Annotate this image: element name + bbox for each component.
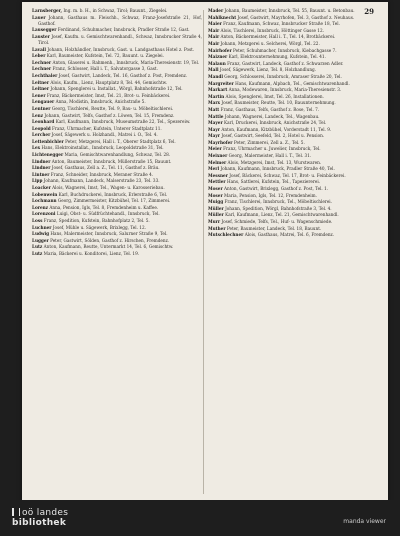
entry-name: Mettler: [208, 179, 226, 185]
entry-text: Franz, Gastwirt, Landeck, Gasthof z. Schwarzen Adler.: [227, 60, 344, 66]
entry-name: Moser: [208, 186, 223, 192]
entry-text: Johann, Kaufmann, Landeck, Malserstraße 23, Tel. 33.: [43, 178, 160, 184]
entry-text: Johann, Gastwirt, Telfs, Gasthof z. Löwen, Tel. 15, Fremdenz.: [44, 112, 175, 118]
entry-name: Maizner: [208, 54, 228, 60]
directory-entry: [208, 219, 378, 225]
entry-name: Mutschlechner: [208, 232, 244, 238]
entry-name: Lex: [32, 145, 41, 151]
entry-text: Karl, Baumeister, Kufstein, Tel. 72, Bauunt. u. Ziegelei.: [46, 53, 164, 59]
entry-name: Lechthaler: [32, 72, 58, 78]
entry-text: Josef, Bäckerei, Schwaz, Tel. 17, Brot- u. Feinbäckerei.: [229, 172, 346, 178]
entry-name: Merl: [208, 166, 220, 172]
directory-entry: [208, 74, 378, 80]
entry-name: Leitner: [32, 79, 50, 85]
directory-entry: [208, 179, 378, 185]
entry-name: Muigg: [208, 199, 224, 205]
directory-entry: [32, 178, 202, 184]
entry-text: Maria, Bäckerei u. Konditorei, Lienz, Tel. 19.: [43, 250, 140, 256]
entry-text: Anton, Kaufmann, Kitzbühel, Vorderstadt 11, Tel. 9.: [221, 126, 332, 132]
directory-entry: [32, 251, 202, 257]
entry-text: Peter, Metzgerei, Hall i. T., Oberer Stadtplatz 6, Tel.: [65, 138, 176, 144]
entry-name: Leopold: [32, 125, 51, 131]
directory-entry: [208, 173, 378, 179]
directory-entry: [208, 54, 378, 60]
entry-text: Johann, Baumeister, Innsbruck, Tel. 55, Bauunt. u. Betonbau.: [224, 8, 355, 13]
directory-entry: [32, 185, 202, 191]
directory-entry: [208, 87, 378, 93]
entry-text: Josef, Kaufm. u. Gemischtwarenhandl., Schwaz, Innsbrucker Straße 4, Tirol.: [38, 33, 202, 45]
directory-entry: [208, 206, 378, 212]
directory-entry: [208, 133, 378, 139]
entry-name: Lausegger: [32, 27, 57, 33]
entry-text: Johann, Kaufmann, Innsbruck, Pradler Straße 40, Tel.: [220, 166, 335, 172]
entry-name: Mader: [208, 8, 224, 13]
entry-name: Mattle: [208, 113, 224, 119]
entry-name: Loss: [32, 218, 43, 223]
directory-entry: [32, 205, 202, 211]
entry-text: Anna, Modewaren, Innsbruck, Maria-Theresienstr. 3.: [228, 87, 342, 93]
directory-entry: [208, 15, 378, 21]
entry-text: Luigi, Obst- u. Südfrüchtehandl., Innsbruck, Tel.: [56, 211, 160, 217]
directory-entry: [32, 152, 202, 158]
entry-text: Maria, Gemischtwarenhandlung, Schwaz, Tel. 28.: [64, 152, 171, 158]
entry-name: Maier: [208, 21, 222, 27]
directory-entry: [32, 132, 202, 138]
entry-text: Georg, Zimmermeister, Kitzbühel, Tel. 17, Zimmerei.: [57, 198, 171, 204]
directory-entry: [32, 165, 202, 171]
entry-name: Lutz: [32, 244, 43, 250]
directory-entry: [208, 199, 378, 205]
entry-text: Hans, Kaufmann, Alpbach, Tel., Gemischtwarenhandl.: [235, 80, 350, 86]
directory-entry: [32, 113, 202, 119]
entry-name: Mayr: [208, 133, 220, 139]
entry-name: Messner: [208, 172, 228, 178]
entry-text: Josef, Mühle u. Sägewerk, Brixlegg, Tel. 12.: [52, 224, 146, 230]
directory-entry: [208, 67, 378, 73]
entry-text: Alois, Kaufm., Lienz, Hauptplatz 8, Tel. 44, Gemischtw.: [50, 79, 168, 85]
directory-entry: [32, 15, 202, 27]
directory-entry: [32, 27, 202, 33]
right-column: [208, 8, 378, 496]
viewer-label: manda viewer: [343, 518, 386, 525]
entry-text: Josef, Gastwirt, Landeck, Tel. 16, Gasthof z. Post, Fremdenz.: [58, 72, 188, 78]
entry-text: Anton, Kaufmann, Reutte, Untermarkt 14, Tel. 6, Gemischtw.: [43, 244, 174, 250]
directory-entry: [208, 114, 378, 120]
entry-name: Lintner: [32, 171, 50, 177]
entry-name: Lentner: [32, 105, 51, 111]
entry-name: Matt: [208, 106, 220, 112]
directory-entry: [32, 231, 202, 237]
entry-name: Mair: [208, 40, 220, 46]
entry-text: Alois, Metzgerei, Imst, Tel. 13, Wurstwaren.: [227, 159, 322, 165]
entry-text: Franz, Bäckermeister, Imst, Tel. 21, Brot- u. Feinbäckerei.: [46, 92, 171, 98]
logo-line2: bibliothek: [12, 518, 67, 528]
entry-text: Josef, Gastwirt, Mayrhofen, Tel. 3, Gasthof z. Neuhaus.: [237, 14, 355, 20]
directory-entry: [32, 66, 202, 72]
directory-entry: [208, 28, 378, 34]
entry-name: Leonhard: [32, 119, 55, 125]
entry-text: Josef, Gastwirt, Seefeld, Tel. 2, Hotel u. Pension.: [221, 133, 325, 139]
entry-text: Maria, Pension, Igls, Tel. 12, Fremdenheim.: [224, 192, 317, 198]
directory-entry: [32, 53, 202, 59]
entry-name: Lichtenegger: [32, 152, 64, 158]
entry-name: Mair: [208, 27, 220, 33]
directory-entry: [32, 244, 202, 250]
entry-name: Lorenzoni: [32, 211, 56, 217]
library-logo[interactable]: [12, 508, 68, 528]
entry-text: Anna, Pension, Igls, Tel. 8, Fremdenheim u. Kaffee.: [49, 204, 159, 210]
directory-entry: [32, 106, 202, 112]
entry-name: Lobenwein: [32, 191, 58, 197]
entry-text: Franz, Schlosser, Hall i. T., Salvatorgasse 3, Gast.: [52, 66, 158, 72]
entry-name: Mayr: [208, 126, 220, 132]
left-column: [32, 8, 202, 496]
directory-entry: [32, 8, 202, 14]
directory-entry: [208, 34, 378, 40]
column-divider: [203, 10, 204, 494]
entry-name: Lindner: [32, 165, 51, 171]
directory-entry: [32, 198, 202, 204]
logo-line1: oö landes: [22, 508, 69, 518]
entry-name: Mall: [208, 67, 219, 73]
entry-text: Johann, Wagnerei, Landeck, Tel., Wagenbau.: [224, 113, 320, 119]
entry-text: Franz, Tischlerei, Innsbruck, Tel., Möbeltischlerei.: [224, 199, 332, 205]
entry-text: Johann, Spedition, Wörgl, Bahnhofstraße 3, Tel. 4.: [225, 205, 332, 211]
directory-entry: [32, 159, 202, 165]
entry-name: Margreiter: [208, 80, 234, 86]
directory-entry: [208, 153, 378, 159]
directory-entry: [208, 8, 378, 14]
directory-entry: [208, 232, 378, 238]
directory-entry: [208, 146, 378, 152]
directory-entry: [32, 218, 202, 224]
entry-text: Johann, Metzgerei u. Selcherei, Wörgl, Tel. 22.: [220, 40, 320, 46]
entry-name: Mandl: [208, 73, 223, 79]
entry-text: Karl, Druckerei, Innsbruck, Anichstraße 24, Tel.: [224, 120, 327, 126]
entry-text: Georg, Schlosserei, Innsbruck, Amraser Straße 20, Tel.: [224, 73, 342, 79]
entry-name: Meixner: [208, 153, 228, 159]
entry-name: Leber: [32, 53, 46, 59]
directory-entry: [208, 61, 378, 67]
directory-entry: [208, 186, 378, 192]
entry-text: Ferdinand, Schuhmacher, Innsbruck, Pradler Straße 12, Gast.: [57, 27, 190, 33]
directory-entry: [32, 99, 202, 105]
directory-entry: [208, 127, 378, 133]
entry-name: Marx: [208, 100, 221, 106]
entry-name: Meier: [208, 146, 222, 152]
entry-text: Franz, Gasthaus, Telfs, Gasthof z. Rose, Tel. 7.: [220, 106, 320, 112]
entry-text: Peter, Baumeister, Landeck, Tel. 18, Bauunt.: [226, 225, 322, 231]
directory-entry: [32, 73, 202, 79]
entry-text: Anna, Modistin, Innsbruck, Anichstraße 5.: [55, 99, 146, 105]
directory-entry: [208, 193, 378, 199]
entry-name: Lavall: [32, 46, 46, 52]
entry-text: Franz, Kaufmann, Schwaz, Innsbrucker Straße 18, Tel.: [223, 21, 340, 27]
directory-entry: [208, 140, 378, 146]
directory-entry: [32, 60, 202, 66]
entry-text: Hans, Malermeister, Innsbruck, Salurner Straße 9, Tel.: [50, 231, 168, 237]
directory-entry: [208, 94, 378, 100]
entry-text: Franz, Uhrmacher u. Juwelier, Innsbruck, Tel.: [223, 146, 321, 152]
entry-name: Lorenz: [32, 204, 49, 210]
entry-name: Müller: [208, 205, 224, 211]
entry-name: Lutz: [32, 250, 43, 256]
directory-entry: [208, 160, 378, 166]
entry-name: Mairhofer: [208, 47, 232, 53]
directory-entry: [32, 172, 202, 178]
document-page: [22, 2, 388, 500]
entry-text: Johann, Holzhändler, Innsbruck, Gast. u. Landgasthaus Hotel z. Post.: [47, 46, 195, 52]
entry-name: Lauster: [32, 33, 50, 39]
entry-name: Lener: [32, 92, 46, 98]
directory-entry: [32, 34, 202, 46]
directory-entry: [208, 166, 378, 172]
entry-name: Müller: [208, 212, 224, 218]
entry-text: Josef, Sägewerk u. Holzhandl., Matrei i. O., Tel. 4.: [51, 132, 158, 138]
entry-text: Josef, Baumeister, Reutte, Tel. 10, Bauunternehmung.: [221, 100, 336, 106]
entry-name: Lauer: [32, 14, 46, 20]
entry-name: Larnsberger,: [32, 8, 63, 13]
entry-name: Mair: [208, 34, 220, 40]
entry-name: Muther: [208, 225, 226, 231]
entry-name: Lechner: [32, 59, 52, 65]
entry-text: Hans, Sattlerei, Kufstein, Tel., Tapeziererei.: [226, 179, 321, 185]
directory-entry: [208, 21, 378, 27]
directory-entry: [208, 48, 378, 54]
entry-name: Lipp: [32, 178, 43, 184]
entry-name: Lenz: [32, 112, 44, 118]
directory-entry: [32, 225, 202, 231]
entry-name: Lochmann: [32, 198, 57, 204]
entry-text: Anton, Glaserei u. Rahmenh., Innsbruck, Maria-Theresienstr. 19, Tel.: [52, 59, 200, 65]
entry-text: Johann, Spenglerei u. Installat., Wörgl, Bahnhofstraße 12, Tel.: [50, 86, 183, 92]
entry-name: Murr: [208, 219, 221, 224]
entry-name: Moser: [208, 192, 223, 198]
entry-name: Lechner: [32, 66, 52, 72]
entry-text: Josef, Schmiede, Telfs, Tel., Huf- u. Wagenschmiede.: [221, 219, 333, 224]
entry-name: Lengauer: [32, 99, 55, 105]
entry-name: Mahlknecht: [208, 14, 237, 20]
directory-entry: [208, 226, 378, 232]
entry-name: Markart: [208, 87, 228, 93]
directory-entry: [32, 126, 202, 132]
directory-entry: [32, 80, 202, 86]
entry-text: Anton, Gastwirt, Brixlegg, Gasthof z. Post, Tel. 1.: [224, 186, 329, 192]
entry-name: Melmer: [208, 159, 227, 165]
entry-text: Josef, Sägewerk, Lienz, Tel. 8, Holzhandlung.: [219, 67, 317, 73]
directory-entry: [32, 86, 202, 92]
entry-text: Karl, Kaufmann, Lienz, Tel. 21, Gemischtwarenhandl.: [225, 212, 339, 218]
directory-entry: [208, 100, 378, 106]
entry-text: Franz, Spedition, Kufstein, Bahnhofplatz 2, Tel. 5.: [43, 218, 150, 223]
entry-text: Franz, Schneider, Innsbruck, Meraner Straße 4.: [50, 171, 154, 177]
directory-entry: [32, 139, 202, 145]
entry-text: Karl, Elektrounternehmung, Kufstein, Tel. 41.: [228, 54, 326, 60]
directory-entry: [32, 238, 202, 244]
entry-text: Alois, Tischlerei, Innsbruck, Höttinger Gasse 12.: [220, 27, 324, 33]
entry-text: Georg, Tischlerei, Reutte, Tel. 9, Bau- u. Möbeltischlerei.: [51, 105, 174, 111]
entry-name: Mayer: [208, 120, 223, 126]
entry-text: Peter, Schuhmacher, Innsbruck, Kiebachgasse 7.: [233, 47, 337, 53]
entry-name: Lercher: [32, 132, 51, 138]
entry-text: Peter, Gastwirt, Sölden, Gasthof z. Hirschen, Fremdenz.: [50, 237, 170, 243]
entry-text: Johann, Gasthaus m. Fleischh., Schwaz, Franz-Josefstraße 21, Hof, Gasthof.: [38, 14, 202, 26]
directory-entry: [32, 145, 202, 151]
entry-name: Martin: [208, 93, 225, 99]
entry-name: Leitner: [32, 86, 50, 92]
directory-entry: [208, 212, 378, 218]
entry-text: Hans, Elektroinstallat., Innsbruck, Leopoldstraße 31, Tel.: [41, 145, 164, 151]
entry-text: Peter, Zimmerei, Zell a. Z., Tel. 5.: [233, 139, 305, 145]
directory-entry: [32, 211, 202, 217]
entry-text: Franz, Uhrmacher, Kufstein, Unterer Stadtplatz 11.: [52, 125, 162, 131]
entry-text: Anton, Bäckermeister, Hall i. T., Tel. 14, Brotbäckerei.: [220, 34, 336, 40]
entry-text: Georg, Malermeister, Hall i. T., Tel. 31.: [228, 153, 312, 159]
entry-text: Anton, Baumeister, Innsbruck, Müllerstraße 15, Bauunt.: [51, 158, 172, 164]
directory-entry: [208, 120, 378, 126]
directory-entry: [32, 47, 202, 53]
entry-text: Alois, Spenglerei, Imst, Tel. 26, Installationen.: [225, 93, 324, 99]
entry-text: Ing. m. b. H., in Schwaz, Tirol; Bauunt., Ziegelei.: [63, 8, 168, 13]
directory-entry: [32, 119, 202, 125]
logo-icon: [12, 508, 20, 516]
entry-name: Lettenbichler: [32, 138, 64, 144]
entry-name: Loacker: [32, 185, 51, 191]
entry-text: Josef, Gasthaus, Zell a. Z., Tel. 11, Gasthof z. Bräu.: [51, 165, 160, 171]
directory-entry: [208, 107, 378, 113]
entry-name: Luchner: [32, 224, 52, 230]
entry-name: Mayrhofer: [208, 139, 233, 145]
entry-text: Karl, Buchdruckerei, Innsbruck, Erlerstraße 6, Tel.: [58, 191, 168, 197]
directory-entry: [208, 41, 378, 47]
entry-name: Ludwig: [32, 231, 50, 237]
directory-entry: [32, 93, 202, 99]
directory-entry: [208, 81, 378, 87]
entry-name: Lugger: [32, 237, 49, 243]
entry-name: Malaun: [208, 60, 226, 66]
entry-text: Karl, Kaufmann, Innsbruck, Museumstraße 22, Tel., Spezereiw.: [55, 119, 191, 125]
entry-text: Alois, Gasthaus, Matrei, Tel. 6, Fremdenz.: [244, 232, 335, 238]
page-number: 29: [364, 7, 374, 16]
entry-name: Lindner: [32, 158, 51, 164]
directory-entry: [32, 192, 202, 198]
entry-text: Alois, Wagnerei, Imst, Tel., Wagen- u. Karosseriebau.: [52, 185, 165, 191]
